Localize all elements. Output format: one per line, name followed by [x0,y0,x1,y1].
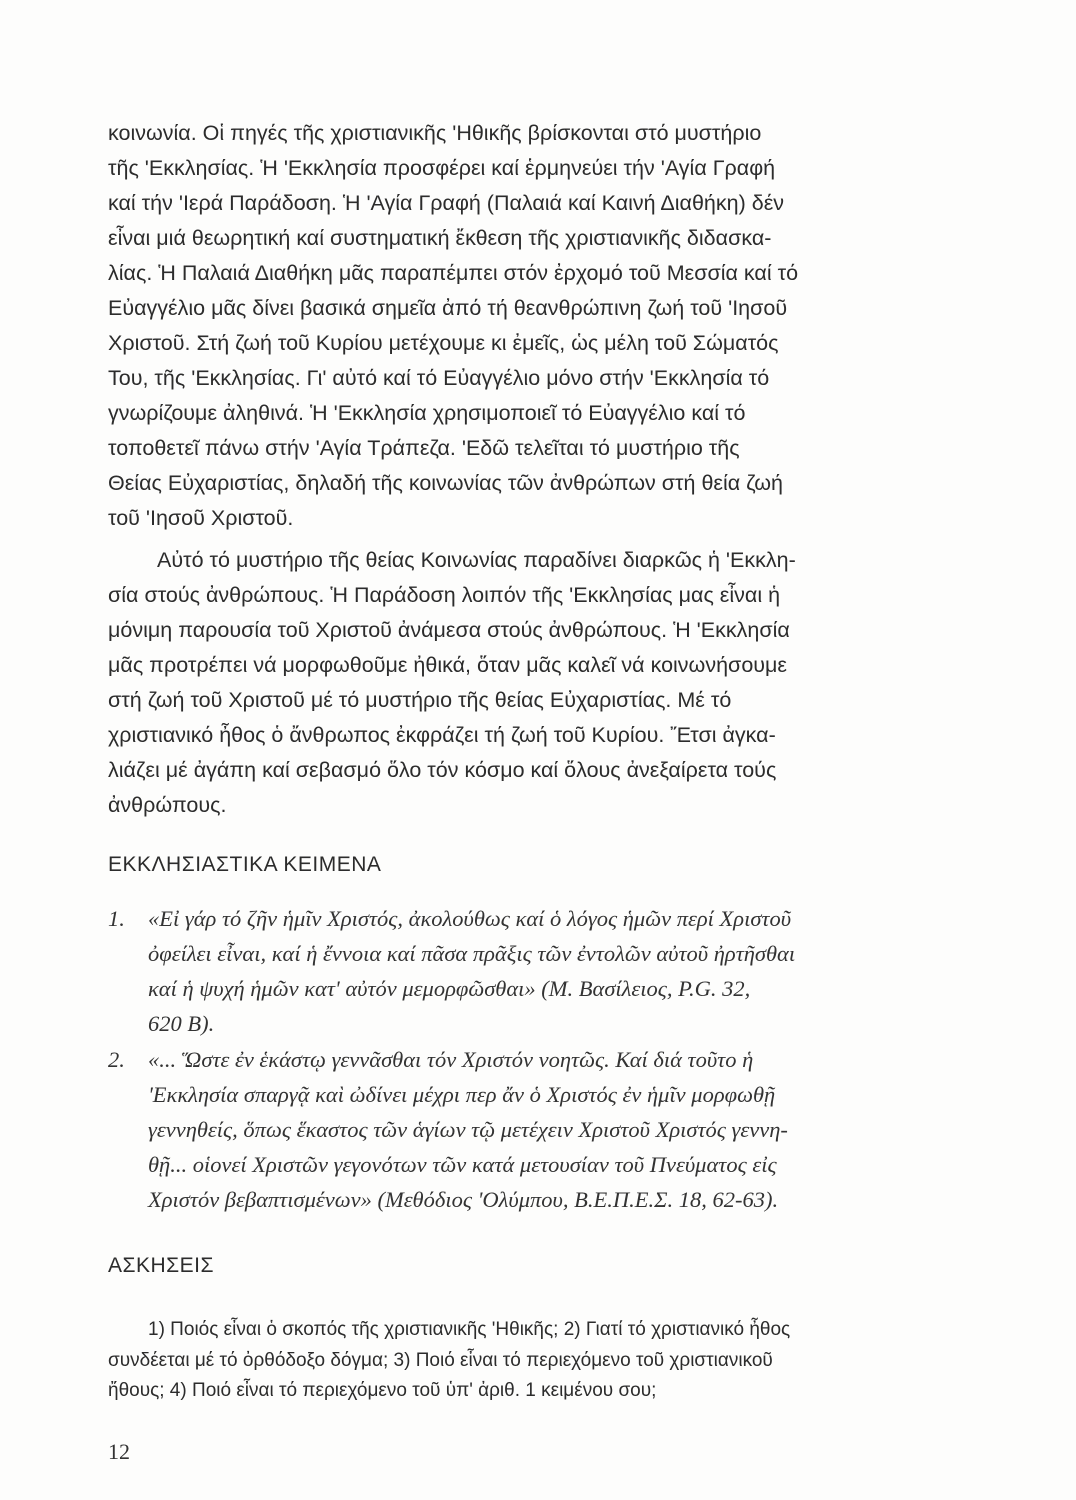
quote-line: γεννηθείς, ὅπως ἕκαστος τῶν ἁγίων τῷ μετέχειν Χριστοῦ Χριστός γεννη- [148,1117,788,1142]
exercise-line: ἤθους; 4) Ποιό εἶναι τό περιεχόμενο τοῦ ὑπ' ἀριθ. 1 κειμένου σου; [108,1380,657,1401]
page-number: 12 [108,1439,130,1464]
body-line: τῆς 'Εκκλησίας. Ἡ 'Εκκλησία προσφέρει καί ἑρμηνεύει τήν 'Αγία Γραφή [108,156,776,180]
body-line: χριστιανικό ἦθος ὁ ἄνθρωπος ἐκφράζει τή ζωή τοῦ Κυρίου. Ἔτσι ἀγκα- [108,723,776,747]
quote-number: 2. [108,1047,125,1072]
quote-line: θῇ... οἱονεί Χριστῶν γεγονότων τῶν κατά μετουσίαν τοῦ Πνεύματος εἰς [148,1152,777,1177]
body-line: καί τήν 'Ιερά Παράδοση. Ἡ 'Αγία Γραφή (Παλαιά καί Καινή Διαθήκη) δέν [108,191,785,215]
exercise-line: συνδέεται μέ τό ὀρθόδοξο δόγμα; 3) Ποιό εἶναι τό περιεχόμενο τοῦ χριστιανικοῦ [108,1350,773,1371]
body-line: κοινωνία. Οἱ πηγές τῆς χριστιανικῆς 'Ηθικῆς βρίσκονται στό μυστήριο [108,121,762,145]
body-line: Του, τῆς 'Εκκλησίας. Γι' αὐτό καί τό Εὐαγγέλιο μόνο στήν 'Εκκλησία τό [108,366,770,390]
body-line: Θείας Εὐχαριστίας, δηλαδή τῆς κοινωνίας τῶν ἀνθρώπων στή θεία ζωή [108,471,783,495]
body-line: τοῦ 'Ιησοῦ Χριστοῦ. [108,506,294,530]
body-line: Χριστοῦ. Στή ζωή τοῦ Κυρίου μετέχουμε κι ἐμεῖς, ὡς μέλη τοῦ Σώματός [108,331,779,355]
quote-line: 620 B). [148,1011,215,1036]
exercise-line: 1) Ποιός εἶναι ὁ σκοπός τῆς χριστιανικῆς 'Ηθικῆς; 2) Γιατί τό χριστιανικό ἦθος [148,1319,791,1340]
body-line: λιάζει μέ ἀγάπη καί σεβασμό ὅλο τόν κόσμο καί ὅλους ἀνεξαίρετα τούς [108,758,777,782]
exercises-heading: ΑΣΚΗΣΕΙΣ [108,1254,214,1277]
body-line: εἶναι μιά θεωρητική καί συστηματική ἔκθεση τῆς χριστιανικῆς διδασκα- [108,226,772,250]
body-line: τοποθετεῖ πάνω στήν 'Αγία Τράπεζα. 'Εδῶ τελεῖται τό μυστήριο τῆς [108,436,740,460]
quote-number: 1. [108,906,125,931]
body-line: μᾶς προτρέπει νά μορφωθοῦμε ἠθικά, ὅταν μᾶς καλεῖ νά κοινωνήσουμε [108,653,788,677]
quote-line: Χριστόν βεβαπτισμένων» (Μεθόδιος 'Ολύμπου, Β.Ε.Π.Ε.Σ. 18, 62-63). [148,1187,779,1212]
body-line: λίας. Ἡ Παλαιά Διαθήκη μᾶς παραπέμπει στόν ἐρχομό τοῦ Μεσσία καί τό [108,261,799,285]
quote-line: 'Εκκλησία σπαργᾷ καὶ ὠδίνει μέχρι περ ἄν ὁ Χριστός ἐν ἡμῖν μορφωθῇ [148,1082,776,1107]
body-line: γνωρίζουμε ἀληθινά. Ἡ 'Εκκλησία χρησιμοποιεῖ τό Εὐαγγέλιο καί τό [108,401,746,425]
quote-line: «Εἰ γάρ τό ζῆν ἡμῖν Χριστός, ἀκολούθως καί ὁ λόγος ἡμῶν περί Χριστοῦ [148,906,792,931]
quote-line: ὀφείλει εἶναι, καί ἡ ἔννοια καί πᾶσα πρᾶξις τῶν ἐντολῶν αὐτοῦ ἠρτῆσθαι [148,941,796,966]
quote-line: «... Ὥστε ἐν ἑκάστῳ γεννᾶσθαι τόν Χριστόν νοητῶς. Καί διά τοῦτο ἡ [148,1047,754,1072]
body-line: μόνιμη παρουσία τοῦ Χριστοῦ ἀνάμεσα στούς ἀνθρώπους. Ἡ 'Εκκλησία [108,618,790,642]
body-line: στή ζωή τοῦ Χριστοῦ μέ τό μυστήριο τῆς θείας Εὐχαριστίας. Μέ τό [108,688,732,712]
body-line: ἀνθρώπους. [108,793,227,817]
quote-line: καί ἡ ψυχή ἡμῶν κατ' αὐτόν μεμορφῶσθαι» (Μ. Βασίλειος, P.G. 32, [148,976,751,1001]
body-line: Αὐτό τό μυστήριο τῆς θείας Κοινωνίας παραδίνει διαρκῶς ἡ 'Εκκλη- [157,548,796,572]
body-line: Εὐαγγέλιο μᾶς δίνει βασικά σημεῖα ἀπό τή θεανθρώπινη ζωή τοῦ 'Ιησοῦ [108,296,788,320]
body-line: σία στούς ἀνθρώπους. Ἡ Παράδοση λοιπόν τῆς 'Εκκλησίας μας εἶναι ἡ [108,583,781,607]
section-heading: ΕΚΚΛΗΣΙΑΣΤΙΚΑ ΚΕΙΜΕΝΑ [108,853,382,876]
